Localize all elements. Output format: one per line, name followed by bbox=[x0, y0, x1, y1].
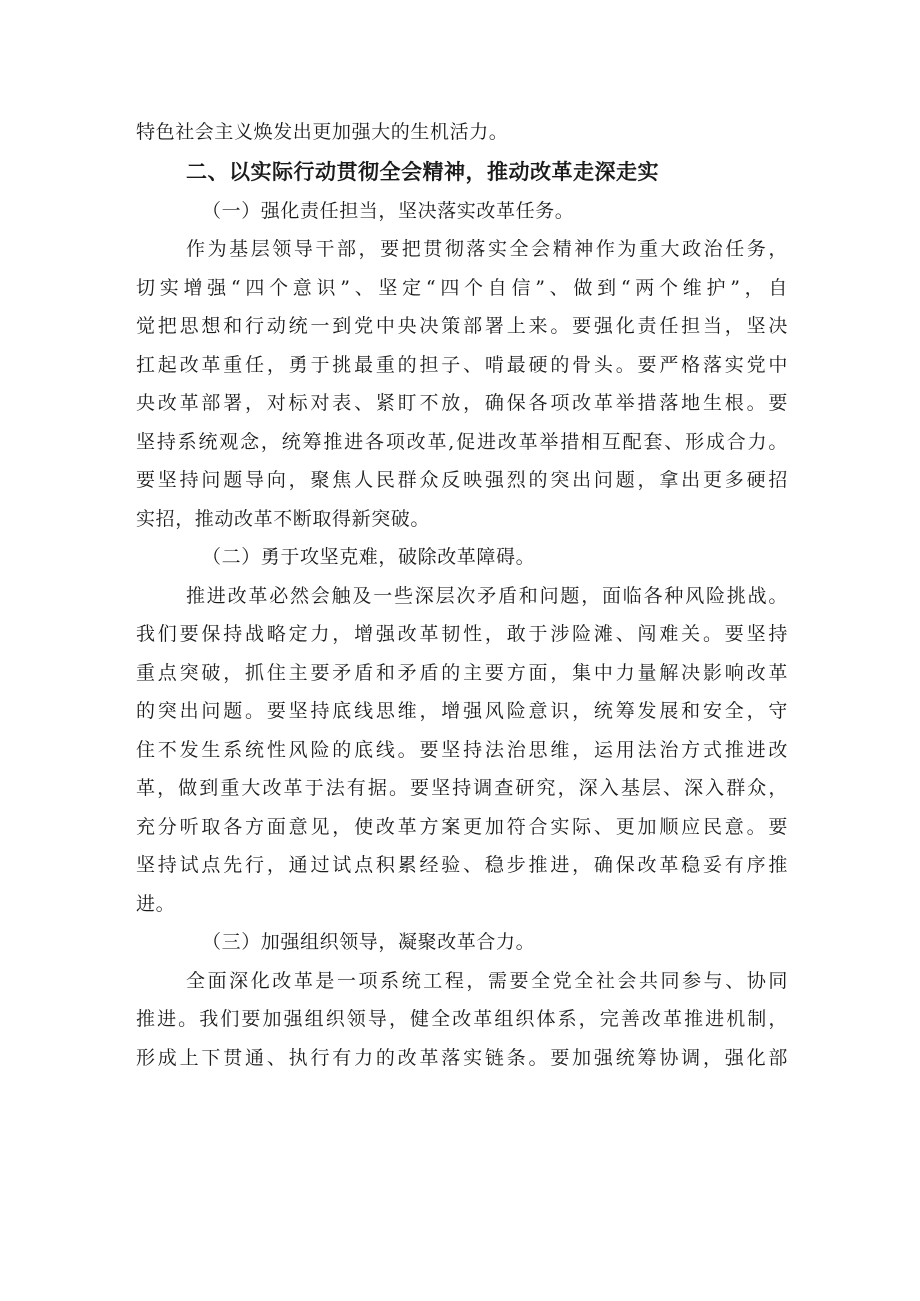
paragraph-line: 进。 bbox=[136, 892, 176, 915]
paragraph-line: 觉把思想和行动统一到党中央决策部署上来。要强化责任担当，坚决 bbox=[136, 315, 788, 337]
paragraph-line: 要坚持问题导向，聚焦人民群众反映强烈的突出问题，拿出更多硬招 bbox=[136, 469, 788, 491]
paragraph-line: 全面深化改革是一项系统工程，需要全党全社会共同参与、协同 bbox=[186, 969, 788, 992]
paragraph-line: 推进。我们要加强组织领导，健全改革组织体系，完善改革推进机制， bbox=[136, 1008, 788, 1030]
document-body bbox=[136, 113, 788, 1077]
paragraph-line: 坚持系统观念，统筹推进各项改革,促进改革举措相互配套、形成合力。 bbox=[136, 430, 788, 453]
paragraph-line: 实招，推动改革不断取得新突破。 bbox=[136, 507, 431, 530]
subsection-title: （二）勇于攻坚克难，破除改革障碍。 bbox=[202, 546, 536, 568]
paragraph-line: 坚持试点先行，通过试点积累经验、稳步推进，确保改革稳妥有序推 bbox=[136, 854, 788, 876]
section-heading: 二、以实际行动贯彻全会精神，推动改革走深走实 bbox=[186, 159, 659, 184]
paragraph-line: 充分听取各方面意见，使改革方案更加符合实际、更加顺应民意。要 bbox=[136, 815, 788, 838]
paragraph-line: 推进改革必然会触及一些深层次矛盾和问题，面临各种风险挑战。 bbox=[186, 584, 788, 607]
paragraph-line: 央改革部署，对标对表、紧盯不放，确保各项改革举措落地生根。要 bbox=[136, 392, 788, 414]
paragraph-line: 切实增强“四个意识”、坚定“四个自信”、做到“两个维护”，自 bbox=[136, 276, 788, 299]
paragraph-line: 的突出问题。要坚持底线思维，增强风险意识，统筹发展和安全，守 bbox=[136, 700, 788, 722]
paragraph-line: 革，做到重大改革于法有据。要坚持调查研究，深入基层、深入群众， bbox=[136, 777, 788, 799]
subsection-title: （三）加强组织领导，凝聚改革合力。 bbox=[202, 931, 536, 953]
paragraph-line: 重点突破，抓住主要矛盾和矛盾的主要方面，集中力量解决影响改革 bbox=[136, 661, 788, 684]
paragraph-line: 我们要保持战略定力，增强改革韧性，敢于涉险滩、闯难关。要坚持 bbox=[136, 623, 788, 645]
paragraph-line: 作为基层领导干部，要把贯彻落实全会精神作为重大政治任务， bbox=[186, 238, 788, 260]
subsection-title: （一）强化责任担当，坚决落实改革任务。 bbox=[202, 199, 575, 222]
paragraph-line: 扛起改革重任，勇于挑最重的担子、啃最硬的骨头。要严格落实党中 bbox=[136, 353, 788, 376]
paragraph-line: 形成上下贯通、执行有力的改革落实链条。要加强统筹协调，强化部 bbox=[136, 1046, 788, 1069]
paragraph-line: 住不发生系统性风险的底线。要坚持法治思维，运用法治方式推进改 bbox=[136, 738, 788, 761]
paragraph-line: 特色社会主义焕发出更加强大的生机活力。 bbox=[136, 121, 509, 143]
